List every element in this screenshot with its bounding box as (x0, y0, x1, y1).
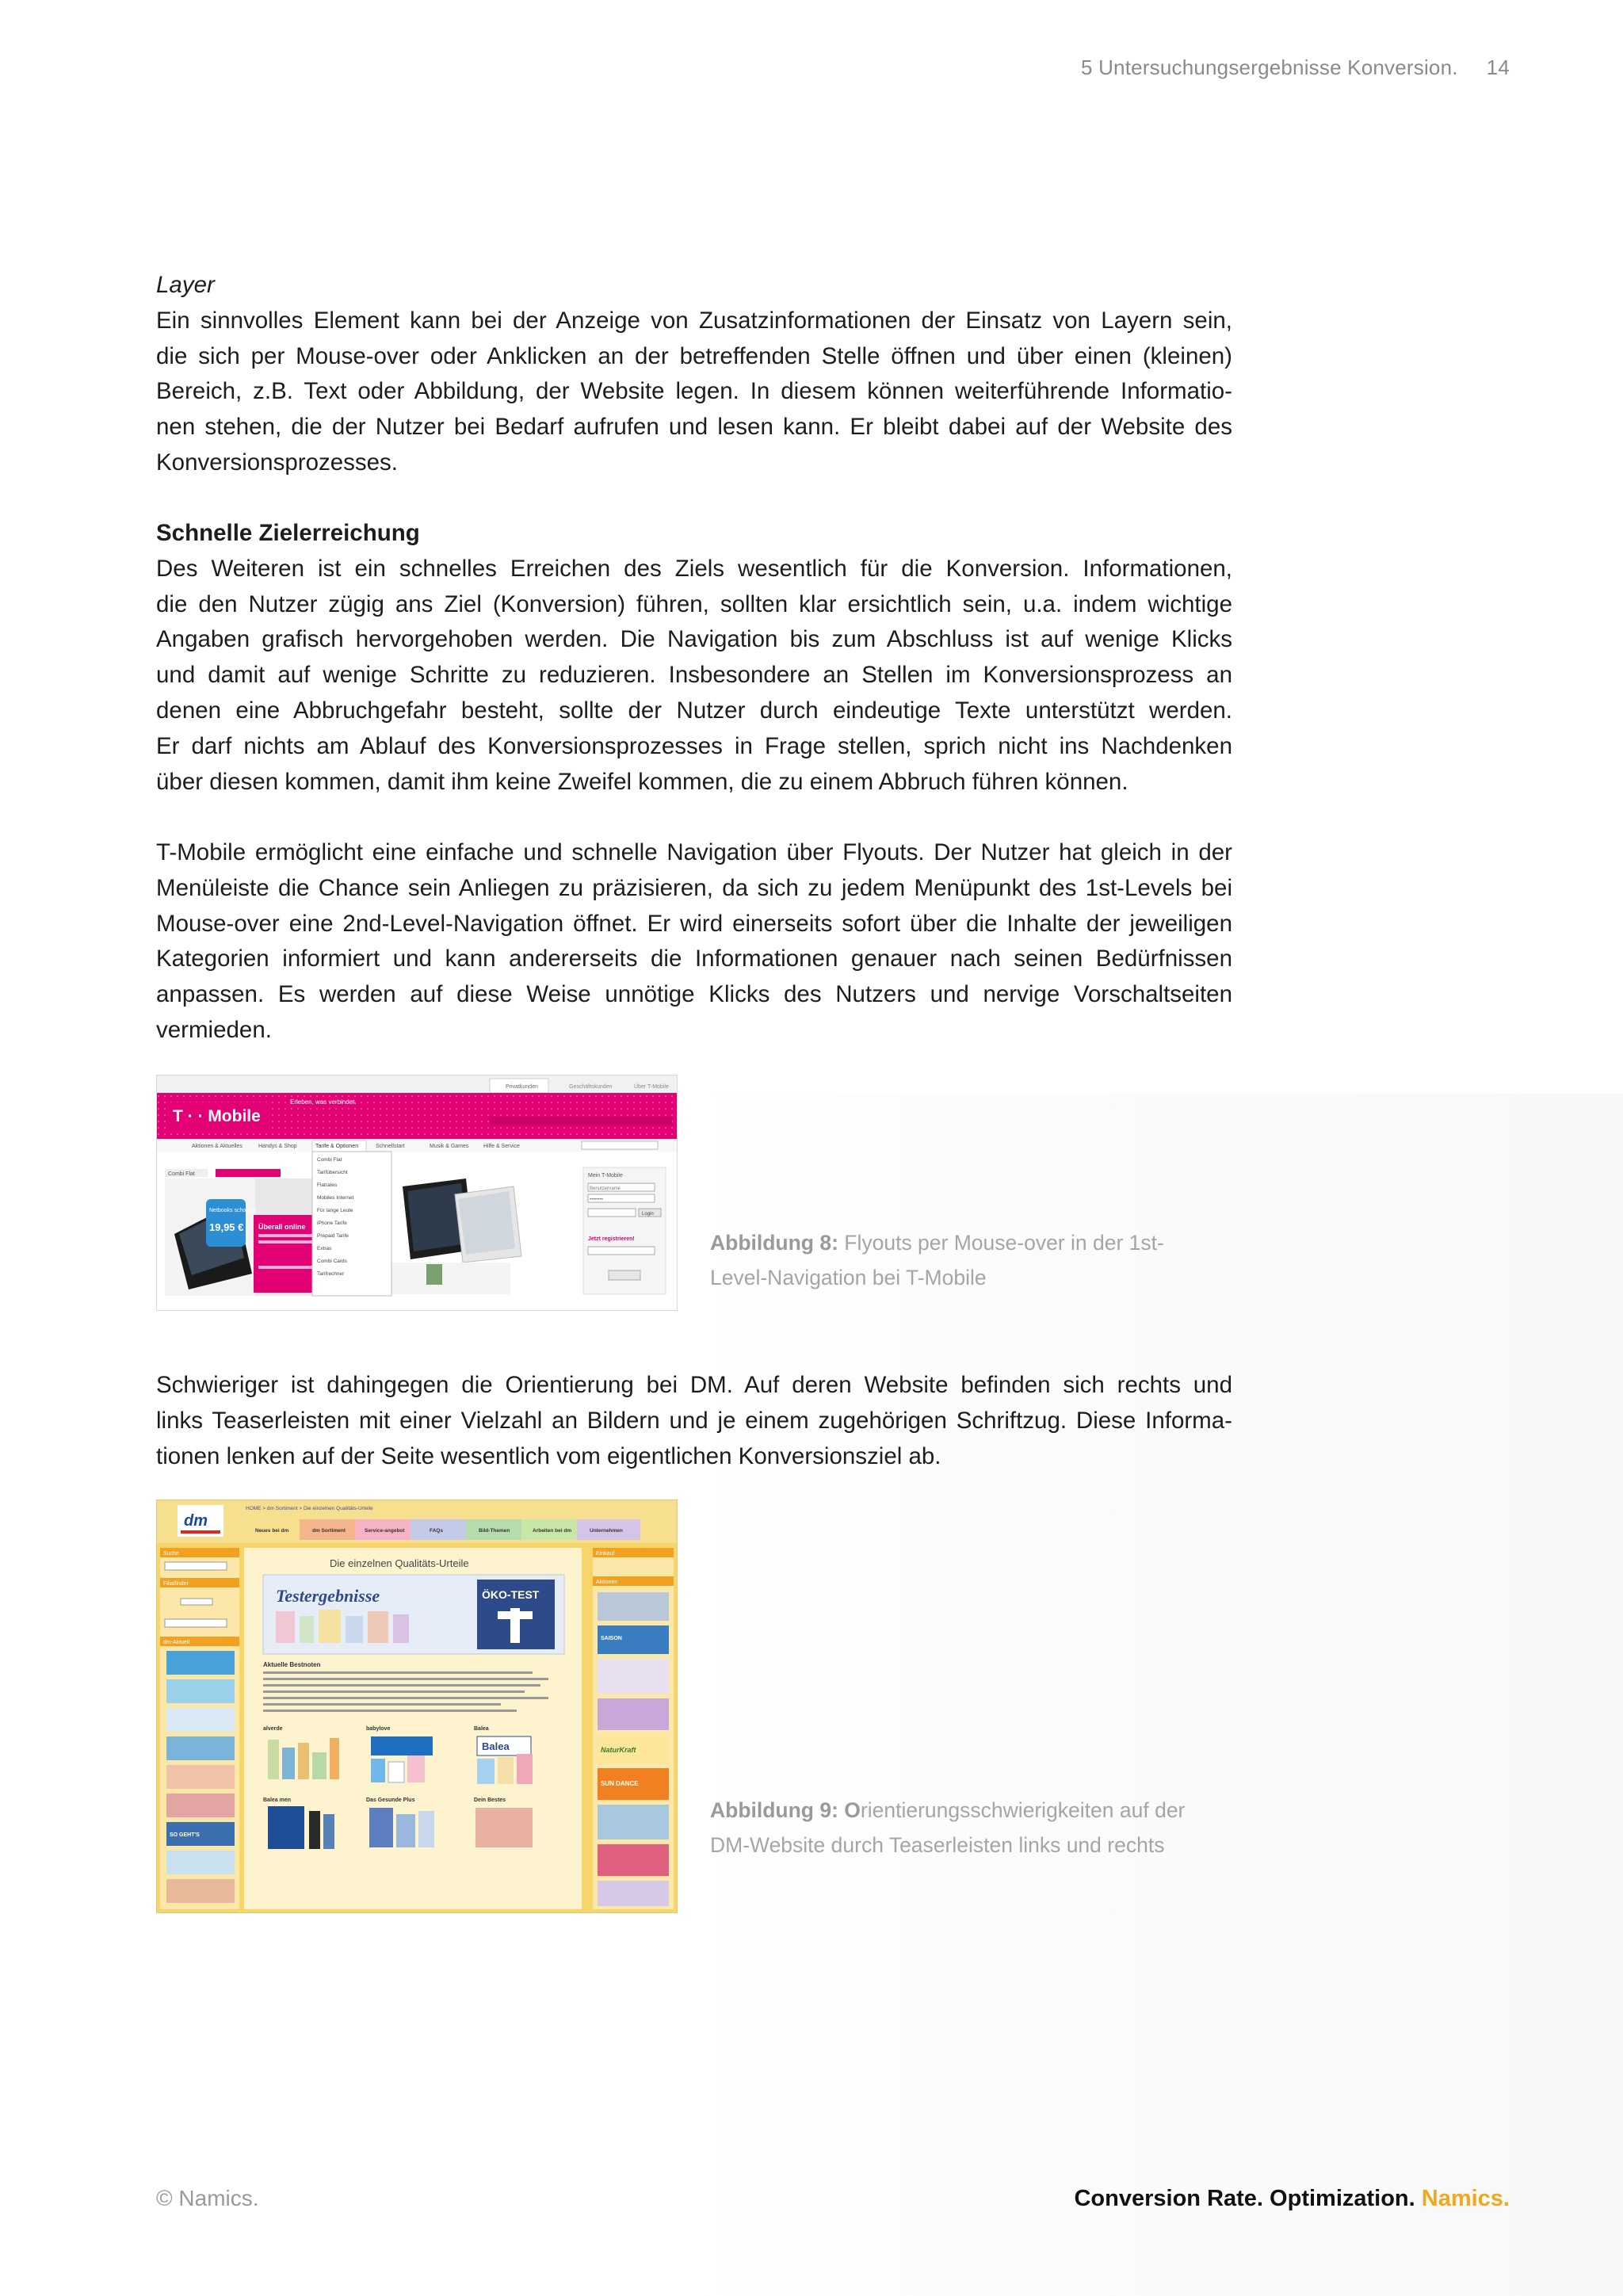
footer-copyright: © Namics. (156, 2186, 259, 2210)
dm-product-group: Dein Bestes (474, 1797, 506, 1803)
tab-label: Geschäftskunden (569, 1084, 613, 1090)
flyout-item: iPhone Tarife (317, 1221, 347, 1226)
dm-left-label: dm-Aktuell (163, 1640, 190, 1645)
flyout-item: Flatrates (317, 1182, 338, 1188)
flyout-item: Tarifrechner (317, 1271, 345, 1277)
promo-tab: Combi Flat (168, 1171, 195, 1177)
dm-section-heading: Aktuelle Bestnoten (263, 1661, 321, 1668)
chapter-title: 5 Untersuchungsergebnisse Konversion. (1080, 55, 1458, 79)
figure9-caption (710, 1793, 1217, 1862)
dm-product-group: alverde (263, 1726, 283, 1732)
figure8-caption (710, 1225, 1217, 1295)
flyout-item: Mobiles Internet (317, 1195, 354, 1201)
text-line: Menüleiste die Chance sein Anliegen zu präzisieren, da sich zu jedem Menüpunkt des 1st-Levels bei (156, 874, 1232, 901)
section-heading: Schnelle Zielerreichung (156, 520, 420, 546)
section-heading: Layer (156, 272, 215, 298)
text-line: die sich per Mouse-over oder Anklicken an der betreffenden Stelle öffnen und über einen (kleinen) (156, 342, 1232, 369)
dm-balea-logo: Balea (482, 1740, 510, 1752)
footer-tagline-text: Conversion Rate. Optimization. (1074, 2186, 1422, 2211)
figure-dm-screenshot (156, 1499, 678, 1913)
paragraph-tmobile (156, 835, 1232, 1049)
caption-label: Abbildung 9: O (710, 1798, 861, 1822)
dm-page-heading: Die einzelnen Qualitäts-Urteile (330, 1557, 469, 1569)
dm-product-group: Das Gesunde Plus (366, 1797, 415, 1803)
text-line: anpassen. Es werden auf diese Weise unnötige Klicks des Nutzers und nervige Vorschaltseiten (156, 981, 1232, 1008)
text-line: Ein sinnvolles Element kann bei der Anzeige von Zusatzinformationen der Einsatz von Layern sein, (156, 307, 1232, 334)
dm-tab: Arbeiten bei dm (533, 1528, 572, 1534)
section-zielerreichung (156, 516, 1232, 800)
dm-tab: Service-angebot (365, 1528, 405, 1534)
dm-logo: dm (184, 1512, 208, 1530)
promo-badge: Netbooks schon ab (209, 1208, 257, 1213)
text-line: T-Mobile ermöglicht eine einfache und schnelle Navigation über Flyouts. Der Nutzer hat gleich in der (156, 839, 1232, 865)
subnav-item: Handys & Shop (258, 1144, 297, 1149)
tmobile-slogan: Erleben, was verbindet. (290, 1098, 357, 1106)
running-head (1081, 55, 1510, 80)
text-line: Er darf nichts am Ablauf des Konversionsprozesses in Frage stellen, sprich nicht ins Nachdenken (156, 732, 1232, 759)
dm-tab: dm Sortiment (312, 1528, 346, 1534)
dm-breadcrumb: HOME > dm Sortiment > Die einzelnen Qualitäts-Urteile (246, 1506, 373, 1511)
tab-label: Privatkunden (506, 1084, 538, 1090)
login-pass-field: •••••••• (590, 1198, 603, 1202)
dm-teaser-label: SO GEHT'S (170, 1832, 200, 1838)
tab-label: Über T-Mobile (634, 1084, 669, 1090)
dm-product-group: Balea men (263, 1797, 292, 1803)
promo-headline: Überall online (258, 1223, 306, 1231)
section-layer (156, 268, 1232, 481)
flyout-item: Für lange Leute (317, 1208, 353, 1213)
dm-tab: Neues bei dm (255, 1528, 289, 1534)
subnav-item: Musik & Games (430, 1144, 469, 1149)
text-line: Des Weiteren ist ein schnelles Erreichen des Ziels wesentlich für die Konversion. Informationen, (156, 555, 1232, 582)
dm-test-badge: ÖKO-TEST (482, 1588, 540, 1601)
text-line: tionen lenken auf der Seite wesentlich vom eigentlichen Konversionsziel ab. (156, 1442, 941, 1469)
paragraph-dm (156, 1368, 1232, 1474)
dm-tab: Unternehmen (590, 1528, 623, 1534)
dm-left-label: Suche (163, 1551, 179, 1557)
text-line: Schwieriger ist dahingegen die Orientierung bei DM. Auf deren Website befinden sich rechts und (156, 1372, 1232, 1398)
caption-label: Abbildung 8: (710, 1231, 838, 1255)
caption-text: Flyouts per Mouse-over in der 1st-Level-Navigation bei T-Mobile (710, 1231, 1164, 1289)
flyout-item: Combi Cards (317, 1259, 347, 1264)
text-line: Konversionsprozesses. (156, 449, 398, 476)
dm-left-label: Filialfinder (163, 1581, 189, 1587)
figure-tmobile-screenshot (156, 1075, 678, 1311)
subnav-item: Tarife & Optionen (315, 1144, 359, 1149)
text-line: vermieden. (156, 1016, 272, 1043)
footer-brand: Namics. (1421, 2186, 1510, 2211)
register-link: Jetzt registrieren! (588, 1236, 635, 1242)
dm-teaser-label: NaturKraft (601, 1746, 636, 1754)
tmobile-logo: T · · Mobile (173, 1107, 261, 1125)
dm-right-label: Aktionen (596, 1580, 618, 1585)
text-line: denen eine Abbruchgefahr besteht, sollte der Nutzer durch eindeutige Texte unterstützt werden. (156, 697, 1232, 724)
text-line: und damit auf wenige Schritte zu reduzieren. Insbesondere an Stellen im Konversionsprozess an (156, 662, 1232, 689)
dm-screenshot (157, 1500, 677, 1912)
subnav-item: Aktionen & Aktuelles (192, 1144, 242, 1149)
flyout-item: Combi Flat (317, 1157, 342, 1163)
text-line: links Teaserleisten mit einer Vielzahl an Bildern und je einem zugehörigen Schriftzug. Diese Informa- (156, 1407, 1232, 1434)
dm-tab: Bild-Themen (479, 1528, 510, 1534)
text-line: Mouse-over eine 2nd-Level-Navigation öffnet. Er wird einerseits sofort über die Inhalte der jeweiligen (156, 910, 1232, 937)
dm-teaser-label: SUN DANCE (601, 1780, 639, 1787)
login-user-field: Benutzername (590, 1186, 621, 1191)
flyout-item: Tarifübersicht (317, 1170, 348, 1175)
promo-price: 19,95 € (209, 1221, 244, 1233)
subnav-item: Hilfe & Service (483, 1144, 520, 1149)
subnav-item: Schnellstart (376, 1144, 405, 1149)
login-title: Mein T-Mobile (588, 1173, 623, 1179)
dm-right-label: Einkauf (596, 1551, 615, 1557)
text-line: nen stehen, die der Nutzer bei Bedarf aufrufen und lesen kann. Er bleibt dabei auf der Website des (156, 414, 1232, 441)
dm-teaser-label: SAISON (601, 1636, 622, 1641)
tmobile-screenshot (157, 1075, 677, 1310)
dm-product-group: Balea (474, 1726, 489, 1732)
text-line: Bereich, z.B. Text oder Abbildung, der Website legen. In diesem können weiterführende Informatio- (156, 378, 1232, 405)
dm-product-group: babylove (366, 1726, 391, 1732)
caption-text: rientierungsschwierigkeiten auf der DM-Website durch Teaserleisten links und rechts (710, 1798, 1186, 1857)
page-number: 14 (1486, 55, 1510, 79)
dm-banner-text: Testergebnisse (276, 1586, 380, 1606)
text-line: Kategorien informiert und kann andererseits die Informationen genauer nach seinen Bedürfnissen (156, 946, 1232, 972)
footer-tagline (1074, 2186, 1510, 2212)
flyout-item: Prepaid Tarife (317, 1233, 349, 1239)
text-line: die den Nutzer zügig ans Ziel (Konversion) führen, sollten klar ersichtlich sein, u.a. indem wichtige (156, 590, 1232, 617)
text-line: über diesen kommen, damit ihm keine Zweifel kommen, die zu einem Abbruch führen können. (156, 768, 1128, 795)
dm-tab: FAQs (430, 1528, 443, 1534)
flyout-item: Extras (317, 1246, 332, 1251)
text-line: Angaben grafisch hervorgehoben werden. Die Navigation bis zum Abschluss ist auf wenige Klicks (156, 626, 1232, 653)
login-button: Login (642, 1212, 654, 1217)
